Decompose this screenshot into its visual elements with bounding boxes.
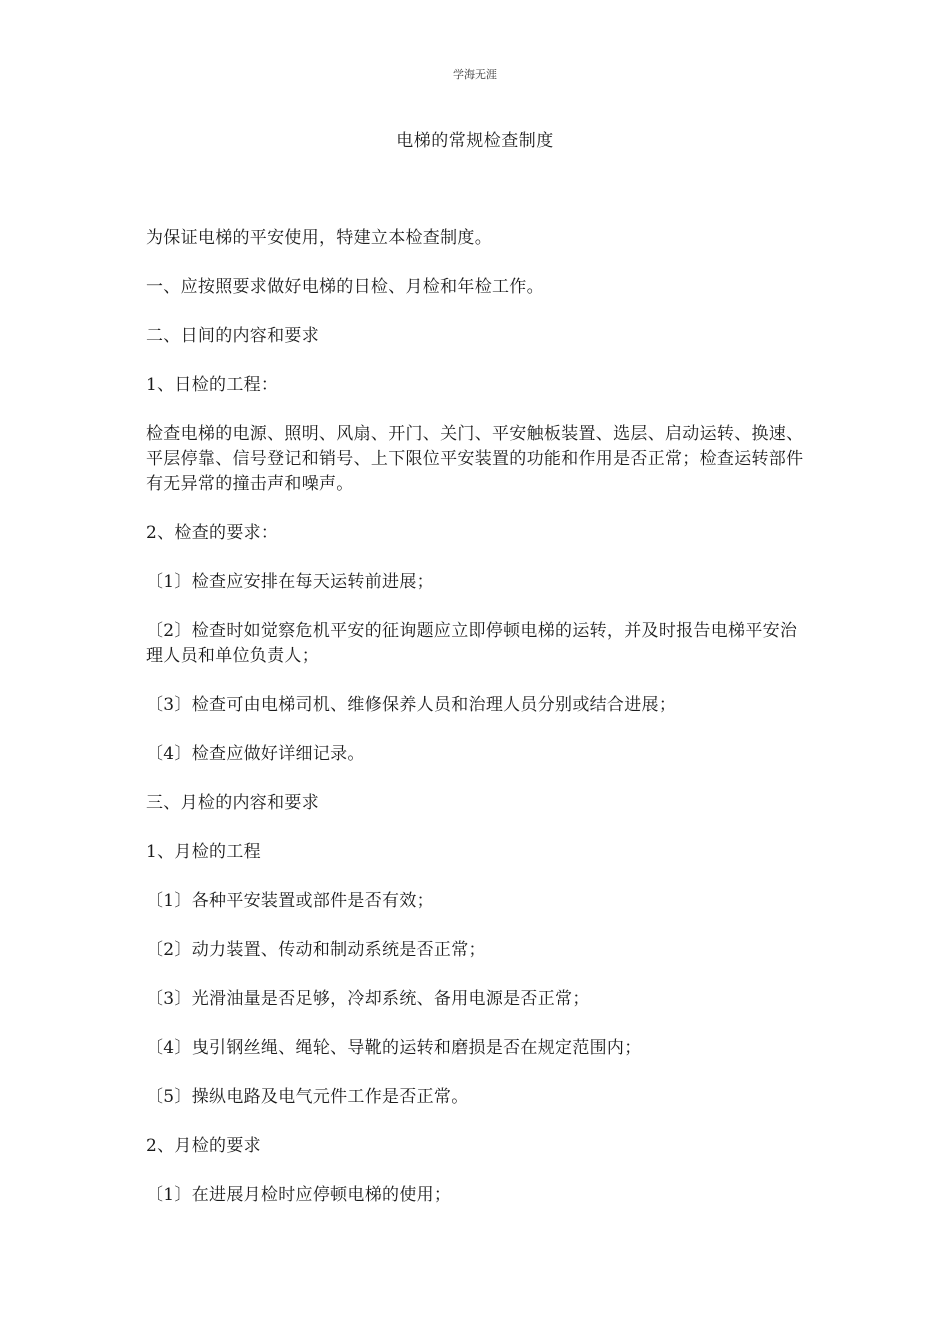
paragraph-daily-requirements-heading: 2、检查的要求： xyxy=(146,523,279,543)
document-title: 电梯的常规检查制度 xyxy=(396,131,554,151)
paragraph-monthly-items-heading: 1、月检的工程 xyxy=(146,842,261,862)
list-item: 〔5〕操纵电路及电气元件工作是否正常。 xyxy=(146,1087,469,1107)
paragraph-section-1: 一、应按照要求做好电梯的日检、月检和年检工作。 xyxy=(146,277,544,297)
list-item: 〔4〕曳引钢丝绳、绳轮、导靴的运转和磨损是否在规定范围内； xyxy=(146,1038,642,1058)
list-item: 〔1〕各种平安装置或部件是否有效； xyxy=(146,891,434,911)
list-item: 〔4〕检查应做好详细记录。 xyxy=(146,744,365,764)
paragraph-section-3-heading: 三、月检的内容和要求 xyxy=(146,793,319,813)
list-item: 〔3〕光滑油量是否足够，冷却系统、备用电源是否正常； xyxy=(146,989,590,1009)
paragraph-intro: 为保证电梯的平安使用，特建立本检查制度。 xyxy=(146,228,492,248)
list-item: 〔2〕检查时如觉察危机平安的征询题应立即停顿电梯的运转，并及时报告电梯平安治理人员和单位负责人； xyxy=(146,621,798,666)
list-item: 〔1〕在进展月检时应停顿电梯的使用； xyxy=(146,1185,452,1205)
paragraph-section-2-heading: 二、日间的内容和要求 xyxy=(146,326,319,346)
paragraph-daily-items-body: 检查电梯的电源、照明、风扇、开门、关门、平安触板装置、选层、启动运转、换速、平层停靠、信号登记和销号、上下限位平安装置的功能和作用是否正常；检查运转部件有无异常的撞击声和噪声。 xyxy=(146,424,804,494)
list-item: 〔1〕检查应安排在每天运转前进展； xyxy=(146,572,434,592)
list-item: 〔2〕动力装置、传动和制动系统是否正常； xyxy=(146,940,486,960)
paragraph-monthly-requirements-heading: 2、月检的要求 xyxy=(146,1136,261,1156)
list-item: 〔3〕检查可由电梯司机、维修保养人员和治理人员分别或结合进展； xyxy=(146,695,677,715)
paragraph-daily-items-heading: 1、日检的工程： xyxy=(146,375,279,395)
document-body xyxy=(146,226,806,1232)
page-header: 学海无涯 xyxy=(453,68,497,81)
